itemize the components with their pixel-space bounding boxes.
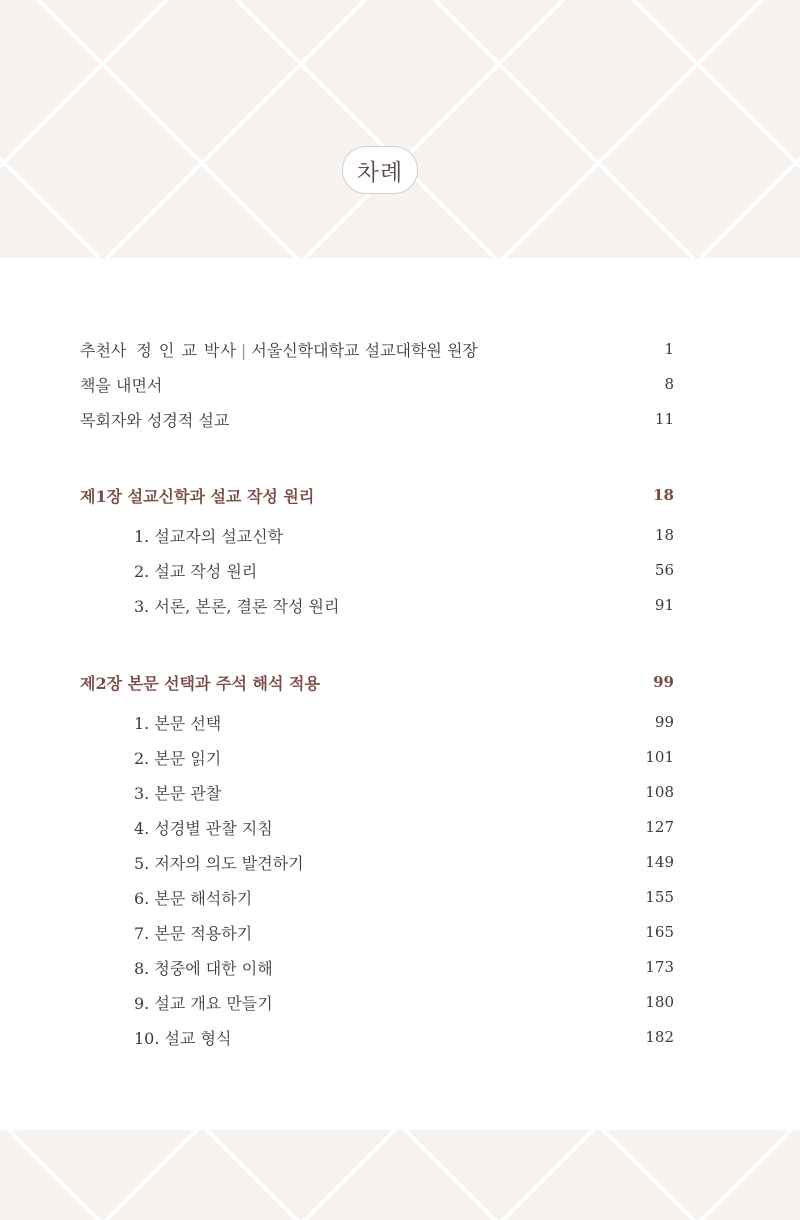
recommender-affiliation: 서울신학대학교 설교대학원 원장 <box>251 340 478 360</box>
toc-chapter-2[interactable] <box>80 669 674 695</box>
toc-page-number: 18 <box>654 526 674 544</box>
toc-section-label: 1. 설교자의 설교신학 <box>134 526 284 546</box>
toc-entry-recommendation[interactable] <box>80 336 674 362</box>
toc-page-number: 155 <box>645 888 674 906</box>
toc-page-number: 56 <box>654 561 674 579</box>
toc-section-label: 6. 본문 해석하기 <box>134 888 253 908</box>
toc-section[interactable] <box>80 1024 674 1050</box>
toc-section[interactable] <box>80 557 674 583</box>
toc-entry-preface[interactable] <box>80 371 674 397</box>
toc-entry-label <box>80 338 478 361</box>
footer-pattern-band <box>0 1130 800 1220</box>
toc-section[interactable] <box>80 744 674 770</box>
toc-section-label: 8. 청중에 대한 이해 <box>134 958 273 978</box>
toc-section-label: 1. 본문 선택 <box>134 713 222 733</box>
toc-section[interactable] <box>80 919 674 945</box>
toc-section[interactable] <box>80 884 674 910</box>
toc-page-number: 101 <box>645 748 674 766</box>
toc-page-number: 127 <box>645 818 674 836</box>
toc-page-number: 99 <box>653 673 674 691</box>
toc-section[interactable] <box>80 954 674 980</box>
toc-page-number: 149 <box>645 853 674 871</box>
toc-page-number: 1 <box>664 340 674 358</box>
toc-section-label: 3. 본문 관찰 <box>134 783 222 803</box>
toc-section-label: 2. 설교 작성 원리 <box>134 561 258 581</box>
toc-section[interactable] <box>80 522 674 548</box>
toc-section[interactable] <box>80 779 674 805</box>
toc-section-label: 4. 성경별 관찰 지침 <box>134 818 273 838</box>
toc-entry-intro[interactable] <box>80 406 674 432</box>
toc-section[interactable] <box>80 989 674 1015</box>
toc-page-number: 165 <box>645 923 674 941</box>
toc-chapter-label: 제1장 설교신학과 설교 작성 원리 <box>80 486 315 506</box>
toc-section[interactable] <box>80 709 674 735</box>
toc-page-number: 182 <box>645 1028 674 1046</box>
toc-entry-label: 책을 내면서 <box>80 375 163 395</box>
recommendation-label: 추천사 <box>80 340 127 360</box>
toc-title: 차례 <box>342 146 418 194</box>
recommender-name: 정 인 교 박사 <box>136 340 237 360</box>
toc-section[interactable] <box>80 592 674 618</box>
toc-page-number: 18 <box>653 486 674 504</box>
toc-page-number: 91 <box>654 596 674 614</box>
toc-entry-label: 목회자와 성경적 설교 <box>80 410 230 430</box>
toc-section[interactable] <box>80 849 674 875</box>
toc-page-number: 180 <box>645 993 674 1011</box>
toc-section-label: 2. 본문 읽기 <box>134 748 222 768</box>
toc-section[interactable] <box>80 814 674 840</box>
toc-section-label: 5. 저자의 의도 발견하기 <box>134 853 304 873</box>
toc-chapter-1[interactable] <box>80 482 674 508</box>
toc-page-number: 11 <box>654 410 674 428</box>
toc-page-number: 8 <box>664 375 674 393</box>
toc-section-label: 9. 설교 개요 만들기 <box>134 993 273 1013</box>
toc-section-label: 7. 본문 적용하기 <box>134 923 253 943</box>
header-pattern-band <box>0 0 800 258</box>
toc-page-number: 108 <box>645 783 674 801</box>
separator: | <box>240 340 247 360</box>
toc-section-label: 10. 설교 형식 <box>134 1028 232 1048</box>
toc-section-label: 3. 서론, 본론, 결론 작성 원리 <box>134 596 340 616</box>
toc-page-number: 99 <box>654 713 674 731</box>
toc-page-number: 173 <box>645 958 674 976</box>
toc-chapter-label: 제2장 본문 선택과 주석 해석 적용 <box>80 673 320 693</box>
